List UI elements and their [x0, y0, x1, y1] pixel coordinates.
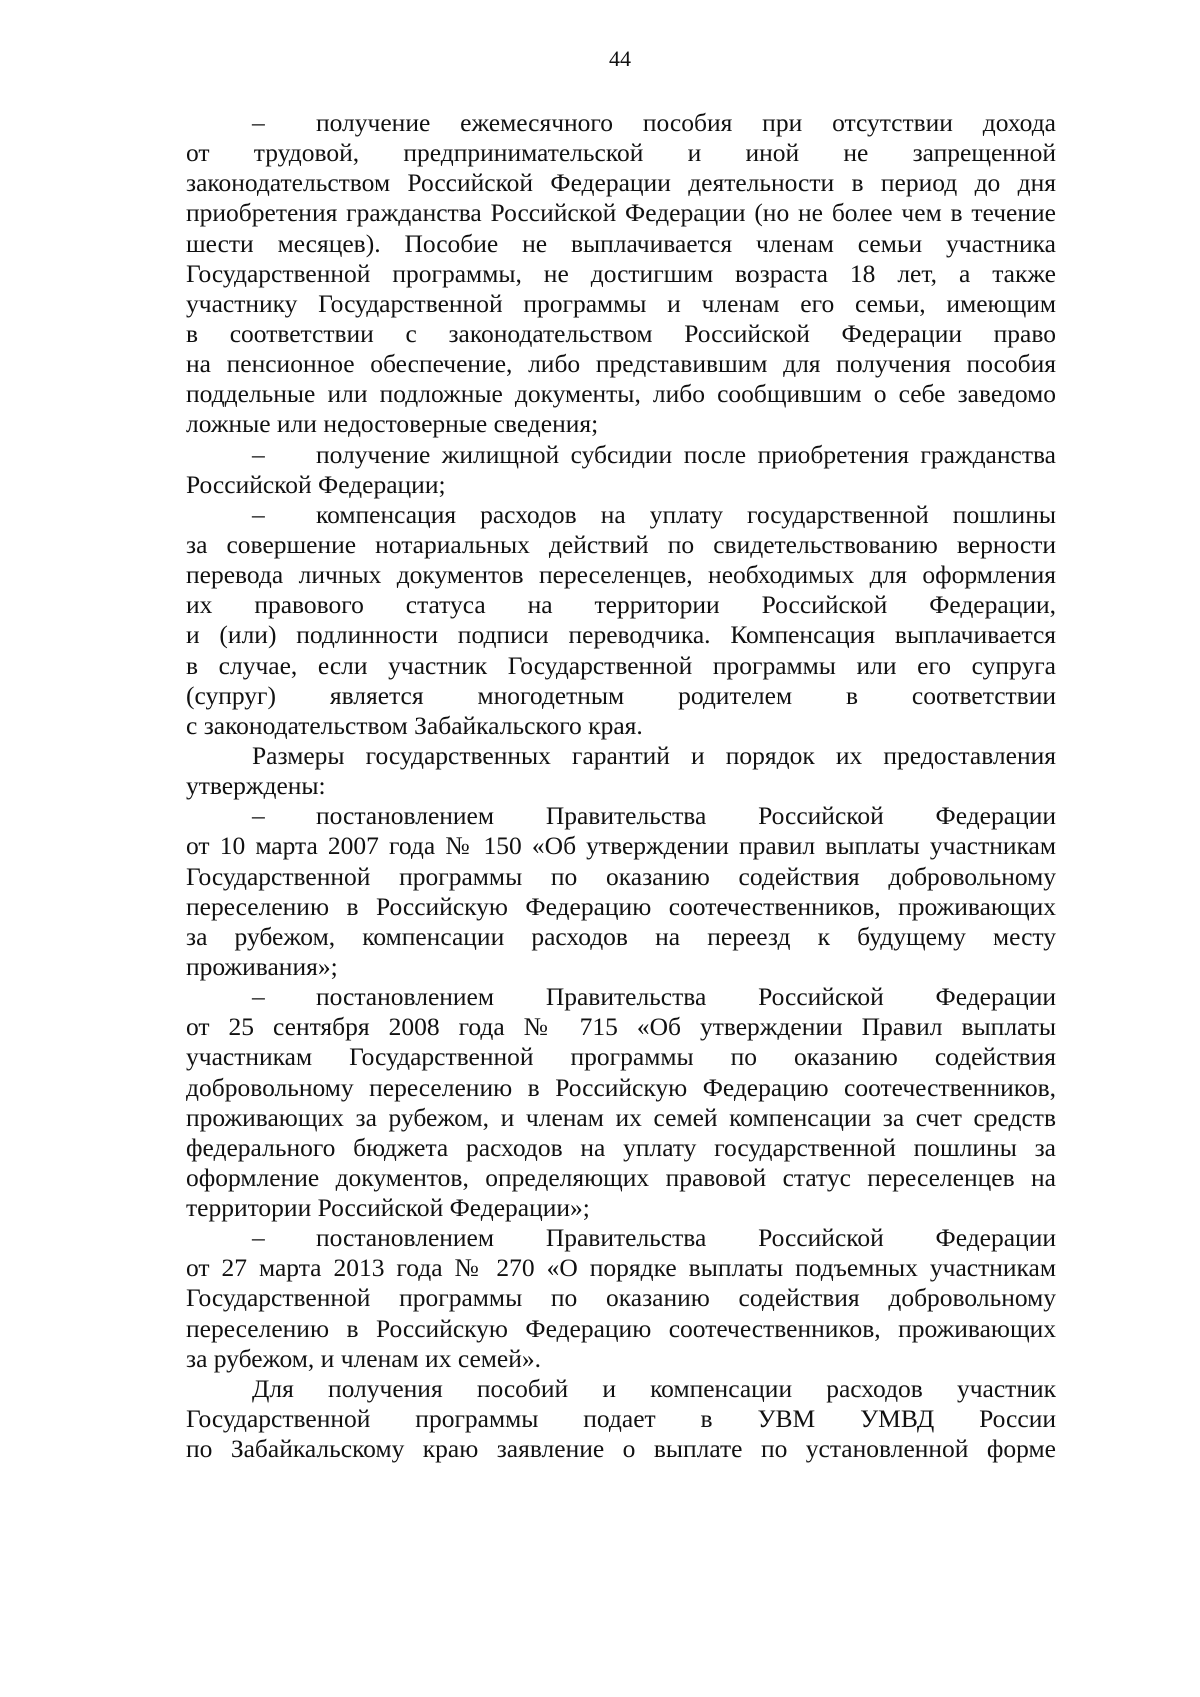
paragraph-line: в соответствии с законодательством Российской Федерации право [186, 318, 1056, 348]
paragraph-line [186, 108, 1056, 138]
paragraph-line: шести месяцев). Пособие не выплачивается членам семьи участника [186, 228, 1056, 258]
paragraph-line: с законодательством Забайкальского края. [186, 710, 643, 740]
paragraph-line: на пенсионное обеспечение, либо представившим для получения пособия [186, 349, 1056, 379]
paragraph-resolution-270 [186, 1223, 1056, 1374]
paragraph-line: участнику Государственной программы и членам его семьи, имеющим [186, 288, 1056, 318]
line-text: получение жилищной субсидии после приобретения гражданства [316, 439, 1056, 469]
paragraph-line: Для получения пособий и компенсации расходов участник [252, 1373, 1056, 1403]
paragraph-line: Государственной программы по оказанию содействия добровольному [186, 861, 1056, 891]
paragraph-fee-compensation [186, 500, 1056, 741]
paragraph-line: перевода личных документов переселенцев, необходимых для оформления [186, 560, 1056, 590]
paragraph-line: (супруг) является многодетным родителем в соответствии [186, 680, 1056, 710]
paragraph-line: переселению в Российскую Федерацию соотечественников, проживающих [186, 891, 1056, 921]
paragraph-line: от трудовой, предпринимательской и иной не запрещенной [186, 138, 1056, 168]
paragraph-line: их правового статуса на территории Российской Федерации, [186, 590, 1056, 620]
paragraph-line: Государственной программы по оказанию содействия добровольному [186, 1283, 1056, 1313]
paragraph-line: за рубежом, и членам их семей». [186, 1343, 541, 1373]
dash-marker: – [252, 982, 265, 1012]
paragraph-line: добровольному переселению в Российскую Федерацию соотечественников, [186, 1072, 1056, 1102]
line-text: постановлением Правительства Российской Федерации [316, 1223, 1056, 1253]
paragraph-line [186, 801, 1056, 831]
dash-marker: – [252, 801, 265, 831]
dash-marker: – [252, 439, 265, 469]
paragraph-line: законодательством Российской Федерации деятельности в период до дня [186, 168, 1056, 198]
line-text: постановлением Правительства Российской Федерации [316, 801, 1056, 831]
paragraph-line: поддельные или подложные документы, либо сообщившим о себе заведомо [186, 379, 1056, 409]
paragraph-line: Государственной программы, не достигшим возраста 18 лет, а также [186, 258, 1056, 288]
paragraph-line: переселению в Российскую Федерацию соотечественников, проживающих [186, 1313, 1056, 1343]
paragraph-resolution-715 [186, 982, 1056, 1223]
paragraph-line: участникам Государственной программы по оказанию содействия [186, 1042, 1056, 1072]
paragraph-line: Государственной программы подает в УВМ УМВД России [186, 1404, 1056, 1434]
paragraph-line: от 25 сентября 2008 года № 715 «Об утверждении Правил выплаты [186, 1012, 1056, 1042]
paragraph-line [186, 1223, 1056, 1253]
paragraph-guarantees-intro [186, 741, 1056, 801]
paragraph-line: утверждены: [186, 771, 326, 801]
paragraph-line: Размеры государственных гарантий и порядок их предоставления [252, 740, 1056, 770]
paragraph-line: и (или) подлинности подписи переводчика. Компенсация выплачивается [186, 620, 1056, 650]
paragraph-line: ложные или недостоверные сведения; [186, 409, 599, 439]
paragraph-application-procedure [186, 1374, 1056, 1464]
paragraph-line: за рубежом, компенсации расходов на переезд к будущему месту [186, 921, 1056, 951]
paragraph-line: Российской Федерации; [186, 469, 446, 499]
line-text: получение ежемесячного пособия при отсутствии дохода [316, 108, 1056, 137]
paragraph-housing-subsidy [186, 440, 1056, 500]
paragraph-line: приобретения гражданства Российской Федерации (но не более чем в течение [186, 198, 1056, 228]
dash-marker: – [252, 108, 265, 137]
document-body [186, 108, 1056, 1464]
paragraph-line: от 27 марта 2013 года № 270 «О порядке выплаты подъемных участникам [186, 1253, 1056, 1283]
line-text: компенсация расходов на уплату государственной пошлины [316, 499, 1056, 529]
paragraph-line: в случае, если участник Государственной программы или его супруга [186, 650, 1056, 680]
paragraph-line: от 10 марта 2007 года № 150 «Об утверждении правил выплаты участникам [186, 831, 1056, 861]
paragraph-line [186, 982, 1056, 1012]
paragraph-line [186, 500, 1056, 530]
page-number: 44 [609, 46, 631, 71]
dash-marker: – [252, 499, 265, 529]
paragraph-line: по Забайкальскому краю заявление о выплате по установленной форме [186, 1434, 1056, 1464]
paragraph-line: проживающих за рубежом, и членам их семей компенсации за счет средств [186, 1102, 1056, 1132]
paragraph-line [186, 440, 1056, 470]
paragraph-line: за совершение нотариальных действий по свидетельствованию верности [186, 529, 1056, 559]
paragraph-resolution-150 [186, 801, 1056, 982]
line-text: постановлением Правительства Российской Федерации [316, 982, 1056, 1012]
paragraph-line: оформление документов, определяющих правовой статус переселенцев на [186, 1162, 1056, 1192]
paragraph-line: федерального бюджета расходов на уплату государственной пошлины за [186, 1132, 1056, 1162]
paragraph-line: проживания»; [186, 951, 338, 981]
paragraph-monthly-allowance [186, 108, 1056, 440]
dash-marker: – [252, 1223, 265, 1253]
paragraph-line: территории Российской Федерации»; [186, 1193, 590, 1223]
